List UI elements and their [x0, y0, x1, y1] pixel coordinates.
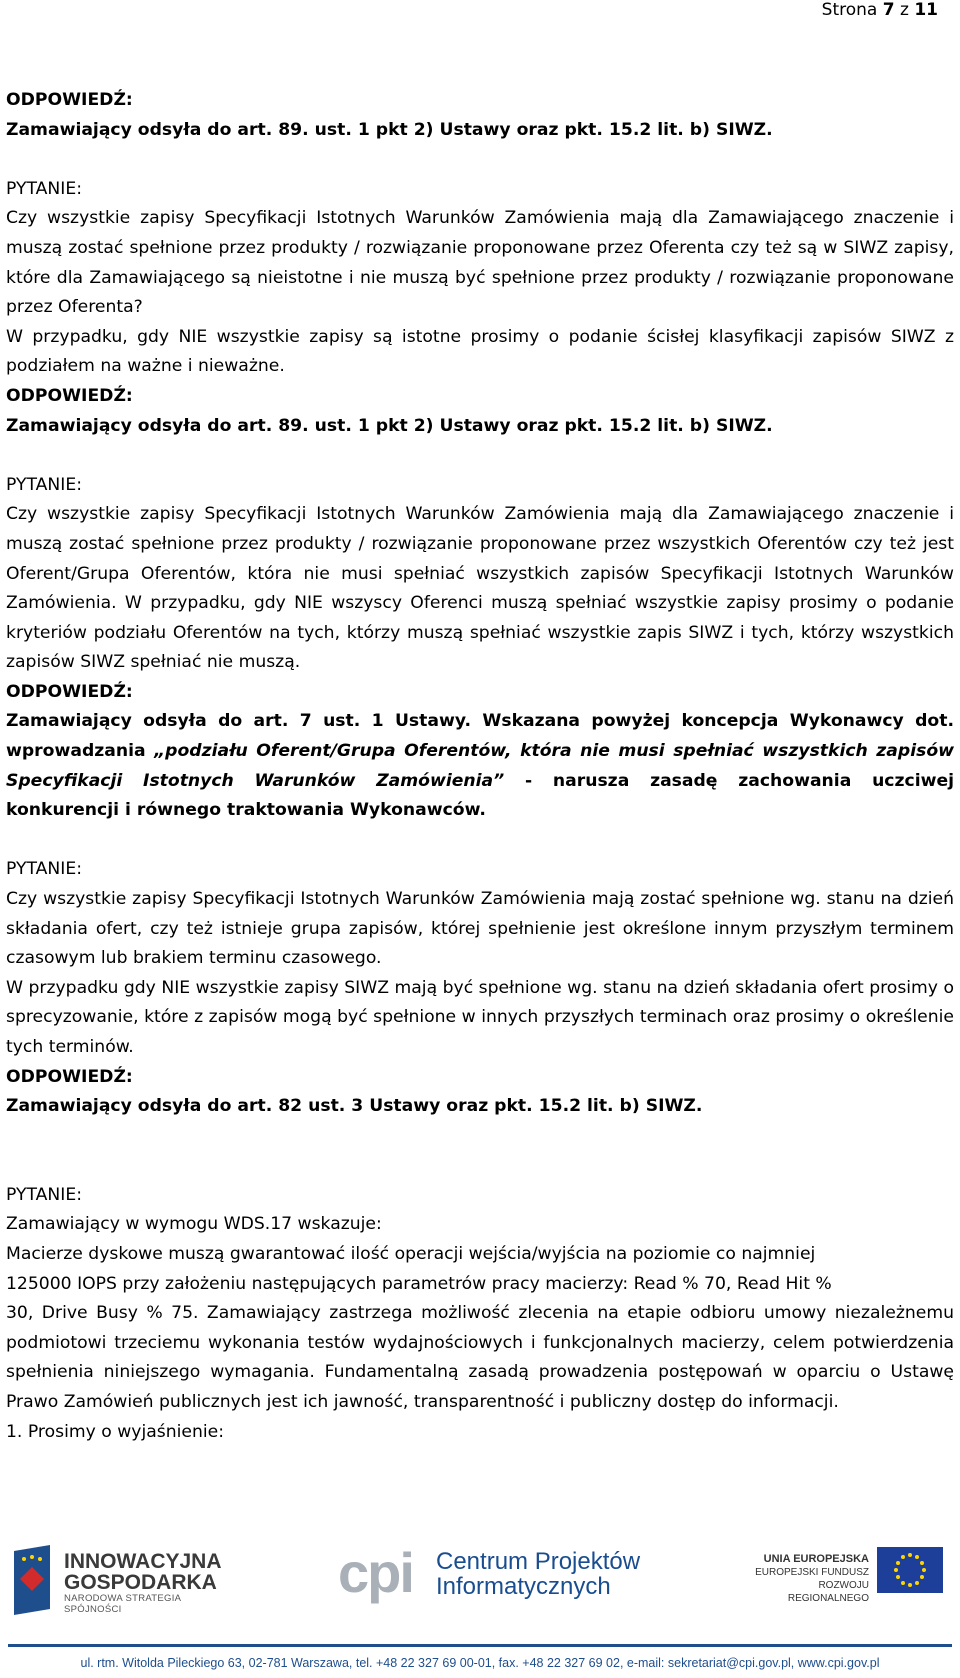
- cpi-logo: [338, 1541, 648, 1605]
- eu-flag-icon: [877, 1547, 943, 1593]
- question-text: Macierze dyskowe muszą gwarantować ilość operacji wejścia/wyjścia na poziomie co najmniej: [6, 1243, 816, 1264]
- question-label: PYTANIE:: [6, 474, 82, 495]
- question-text: W przypadku gdy NIE wszystkie zapisy SIWZ mają być spełnione wg. stanu na dzień składania ofert prosimy o sprecyzowanie, które z zapisów mogą być spełnione w innych przyszłych terminach oraz prosimy o określenie tych terminów.: [6, 977, 954, 1057]
- question-text: 30, Drive Busy % 75. Zamawiający zastrzega możliwość zlecenia na etapie odbioru umowy niezależnemu podmiotowi trzeciemu wykonania testów wydajnościowych i funkcjonalnych macierzy, celem potwierdzenia spełnienia niniejszego wymagania. Fundamentalną zasadą prowadzenia postępowań w oparciu o Ustawę Prawo Zamówień publicznych jest ich jawność, transparentność i publiczny dostęp do informacji.: [6, 1303, 954, 1412]
- cpi-name: Centrum Projektów: [436, 1548, 641, 1575]
- question-text: 125000 IOPS przy założeniu następujących parametrów pracy macierzy: Read % 70, Read Hit %: [6, 1273, 832, 1294]
- answer-label: ODPOWIEDŹ:: [6, 385, 133, 406]
- answer-label: ODPOWIEDŹ:: [6, 681, 133, 702]
- document-body: [6, 86, 954, 1447]
- question-text: 1. Prosimy o wyjaśnienie:: [6, 1421, 224, 1442]
- question-text: Czy wszystkie zapisy Specyfikacji Istotnych Warunków Zamówienia mają dla Zamawiającego znaczenie i muszą zostać spełnione przez produkty / rozwiązanie proponowane przez Oferenta czy też są w SIWZ zapisy, które dla Zamawiającego są nieistotne i nie muszą być spełnione przez produkty / rozwiązanie proponowane przez Oferenta?: [6, 208, 954, 318]
- footer-address: ul. rtm. Witolda Pileckiego 63, 02-781 Warszawa, tel. +48 22 327 69 00-01, fax. +48 22 327 69 02, e-mail: sekretariat@cpi.gov.pl, www.cpi.gov.pl: [80, 1656, 880, 1670]
- innowacyjna-gospodarka-logo: [10, 1541, 240, 1621]
- question-label: PYTANIE:: [6, 178, 82, 199]
- question-text: Zamawiający w wymogu WDS.17 wskazuje:: [6, 1214, 382, 1235]
- cpi-name: Informatycznych: [436, 1573, 611, 1600]
- question-text: W przypadku, gdy NIE wszystkie zapisy są istotne prosimy o podanie ścisłej klasyfikacji zapisów SIWZ z podziałem na ważne i nieważne.: [6, 326, 954, 377]
- question-label: PYTANIE:: [6, 1184, 82, 1205]
- eu-fund: EUROPEJSKI FUNDUSZ: [755, 1567, 869, 1578]
- ig-title: GOSPODARKA: [64, 1571, 217, 1594]
- eu-fund: ROZWOJU REGIONALNEGO: [787, 1580, 869, 1604]
- ig-title: INNOWACYJNA: [64, 1550, 222, 1573]
- question-text: Czy wszystkie zapisy Specyfikacji Istotnych Warunków Zamówienia mają zostać spełnione wg. stanu na dzień składania ofert, czy też istnieje grupa zapisów, której spełnienie jest określone innym przyszłym terminem czasowym lub brakiem terminu czasowego.: [6, 889, 954, 969]
- page-number: Strona 7 z 11: [821, 0, 938, 20]
- eu-title: UNIA EUROPEJSKA: [763, 1553, 869, 1565]
- footer-logos: [0, 1535, 960, 1627]
- answer-label: ODPOWIEDŹ:: [6, 90, 133, 110]
- answer-text: Zamawiający odsyła do art. 89. ust. 1 pkt 2) Ustawy oraz pkt. 15.2 lit. b) SIWZ.: [6, 119, 773, 140]
- question-label: PYTANIE:: [6, 859, 82, 880]
- answer-text: Zamawiający odsyła do art. 89. ust. 1 pkt 2) Ustawy oraz pkt. 15.2 lit. b) SIWZ.: [6, 415, 773, 436]
- answer-text: Zamawiający odsyła do art. 82 ust. 3 Ustawy oraz pkt. 15.2 lit. b) SIWZ.: [6, 1096, 703, 1117]
- eu-logo: [745, 1547, 945, 1607]
- answer-text: Zamawiający odsyła do art. 7 ust. 1 Ustawy. Wskazana powyżej koncepcja Wykonawcy dot. wprowadzania „podziału Oferent/Grupa Oferentów, która nie musi spełniać wszystkich zapisów Specyfikacji Istotnych Warunków Zamówienia” - narusza zasadę zachowania uczciwej konkurencji i równego traktowania Wykonawców.: [6, 711, 955, 821]
- answer-label: ODPOWIEDŹ:: [6, 1066, 133, 1087]
- ig-subtitle: NARODOWA STRATEGIA SPÓJNOŚCI: [64, 1593, 181, 1615]
- question-text: Czy wszystkie zapisy Specyfikacji Istotnych Warunków Zamówienia mają dla Zamawiającego znaczenie i muszą zostać spełnione przez produkty / rozwiązanie proponowane przez wszystkich Oferentów czy też jest Oferent/Grupa Oferentów, która nie musi spełniać wszystkich zapisów Specyfikacji Istotnych Warunków Zamówienia. W przypadku, gdy NIE wszyscy Oferenci muszą spełniać wszystkie zapisy prosimy o podanie kryteriów podziału Oferentów na tych, którzy muszą spełniać wszystkie zapis SIWZ i tych, którzy wszystkich zapisów SIWZ spełniać nie muszą.: [6, 504, 954, 673]
- cpi-mark: cpi: [338, 1541, 413, 1604]
- footer-divider: [8, 1644, 952, 1647]
- ig-emblem-icon: [10, 1545, 54, 1615]
